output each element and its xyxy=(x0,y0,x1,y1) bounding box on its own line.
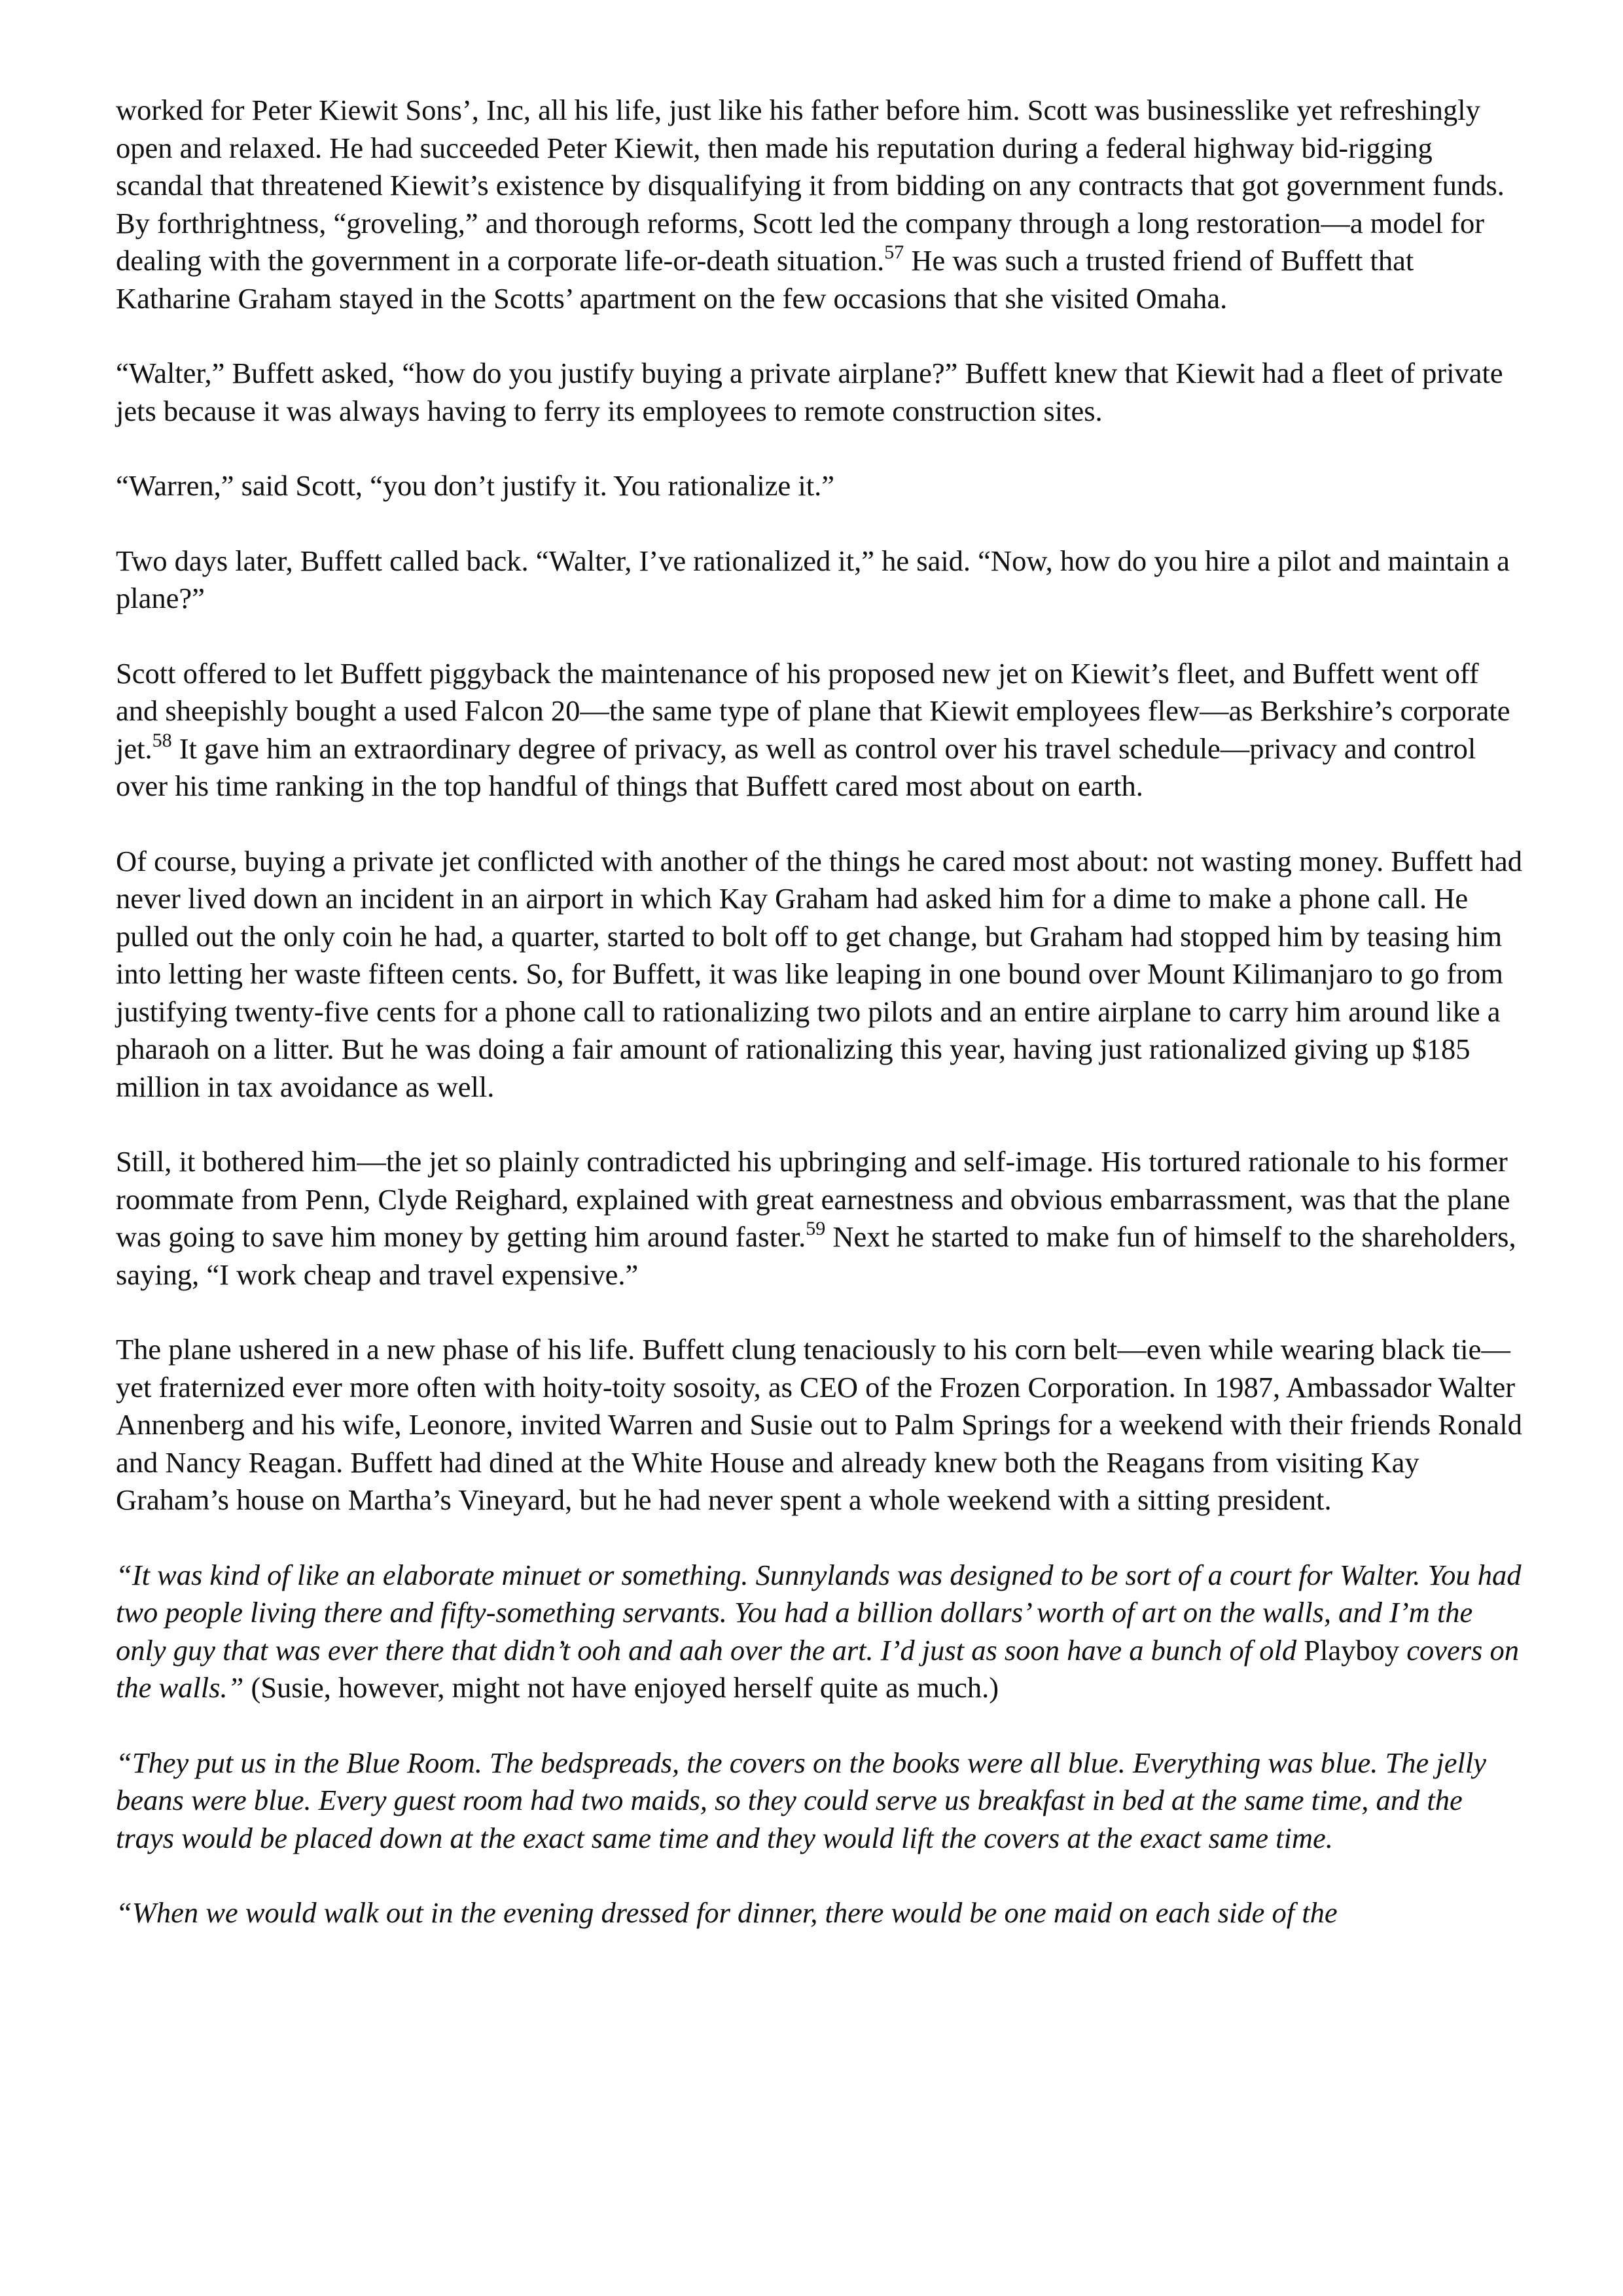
text-run: “Walter,” Buffett asked, “how do you justify buying a private airplane?” Buffett knew that Kiewit had a fleet of private jets because it was always having to ferry its employees to remote construction sites. xyxy=(116,357,1503,427)
quote-paragraph xyxy=(116,1894,1523,1932)
document-page xyxy=(116,92,1523,1932)
text-run: Next he started to make fun of himself to the shareholders, saying, “I work cheap and travel expensive.” xyxy=(116,1220,1516,1291)
text-run: covers on the walls.” xyxy=(116,1633,1519,1704)
footnote-reference: 57 xyxy=(884,241,904,264)
text-run: “When we would walk out in the evening dressed for dinner, there would be one maid on each side of the xyxy=(116,1896,1338,1929)
body-paragraph xyxy=(116,843,1523,1106)
body-paragraph xyxy=(116,542,1523,618)
text-run: It gave him an extraordinary degree of privacy, as well as control over his travel schedule—privacy and control over his time ranking in the top handful of things that Buffett cared most about on earth. xyxy=(116,732,1476,802)
body-paragraph xyxy=(116,1143,1523,1294)
text-run: Two days later, Buffett called back. “Walter, I’ve rationalized it,” he said. “Now, how do you hire a pilot and maintain a plane?” xyxy=(116,544,1510,614)
text-run: Still, it bothered him—the jet so plainly contradicted his upbringing and self-image. His tortured rationale to his former roommate from Penn, Clyde Reighard, explained with great earnestness and obvious embarrassment, was that the plane was going to save him money by getting him around faster. xyxy=(116,1145,1510,1253)
quote-paragraph xyxy=(116,1557,1523,1707)
footnote-reference: 58 xyxy=(152,729,172,751)
text-run: Playboy xyxy=(1304,1633,1400,1667)
body-text xyxy=(116,92,1523,1932)
text-run: “It was kind of like an elaborate minuet or something. Sunnylands was designed to be sort of a court for Walter. You had two people living there and fifty-something servants. You had a billion dollars’ worth of art on the walls, and I’m the only guy that was ever there that didn’t ooh and aah over the art. I’d just as soon have a bunch of old xyxy=(116,1558,1522,1667)
body-paragraph xyxy=(116,467,1523,505)
text-run: “They put us in the Blue Room. The bedspreads, the covers on the books were all blue. Everything was blue. The jelly beans were blue. Every guest room had two maids, so they could serve us breakfast in bed at the same time, and the trays would be placed down at the exact same time and they would lift the covers at the exact same time. xyxy=(116,1746,1487,1854)
quote-paragraph xyxy=(116,1744,1523,1858)
text-run: The plane ushered in a new phase of his life. Buffett clung tenaciously to his corn belt—even while wearing black tie—yet fraternized ever more often with hoity-toity sosoity, as CEO of the Frozen Corporation. In 1987, Ambassador Walter Annenberg and his wife, Leonore, invited Warren and Susie out to Palm Springs for a weekend with their friends Ronald and Nancy Reagan. Buffett had dined at the White House and already knew both the Reagans from visiting Kay Graham’s house on Martha’s Vineyard, but he had never spent a whole weekend with a sitting president. xyxy=(116,1333,1522,1516)
body-paragraph xyxy=(116,92,1523,317)
text-run: worked for Peter Kiewit Sons’, Inc, all his life, just like his father before him. Scott was businesslike yet refreshingly open and relaxed. He had succeeded Peter Kiewit, then made his reputation during a federal highway bid-rigging scandal that threatened Kiewit’s existence by disqualifying it from bidding on any contracts that got government funds. By forthrightness, “groveling,” and thorough reforms, Scott led the company through a long restoration—a model for dealing with the government in a corporate life-or-death situation. xyxy=(116,94,1505,277)
text-run: Scott offered to let Buffett piggyback the maintenance of his proposed new jet on Kiewit’s fleet, and Buffett went off and sheepishly bought a used Falcon 20—the same type of plane that Kiewit employees flew—as Berkshire’s corporate jet. xyxy=(116,656,1510,765)
text-run: He was such a trusted friend of Buffett that Katharine Graham stayed in the Scotts’ apartment on the few occasions that she visited Omaha. xyxy=(116,244,1414,315)
text-run: (Susie, however, might not have enjoyed herself quite as much.) xyxy=(243,1671,999,1704)
body-paragraph xyxy=(116,655,1523,805)
text-run: Of course, buying a private jet conflicted with another of the things he cared most about: not wasting money. Buffett had never lived down an incident in an airport in which Kay Graham had asked him for a dime to make a phone call. He pulled out the only coin he had, a quarter, started to bolt off to get change, but Graham had stopped him by teasing him into letting her waste fifteen cents. So, for Buffett, it was like leaping in one bound over Mount Kilimanjaro to go from justifying twenty-five cents for a phone call to rationalizing two pilots and an entire airplane to carry him around like a pharaoh on a litter. But he was doing a fair amount of rationalizing this year, having just rationalized giving up $185 million in tax avoidance as well. xyxy=(116,844,1523,1103)
text-run: “Warren,” said Scott, “you don’t justify it. You rationalize it.” xyxy=(116,469,834,502)
body-paragraph xyxy=(116,1331,1523,1519)
body-paragraph xyxy=(116,355,1523,430)
footnote-reference: 59 xyxy=(806,1218,826,1240)
